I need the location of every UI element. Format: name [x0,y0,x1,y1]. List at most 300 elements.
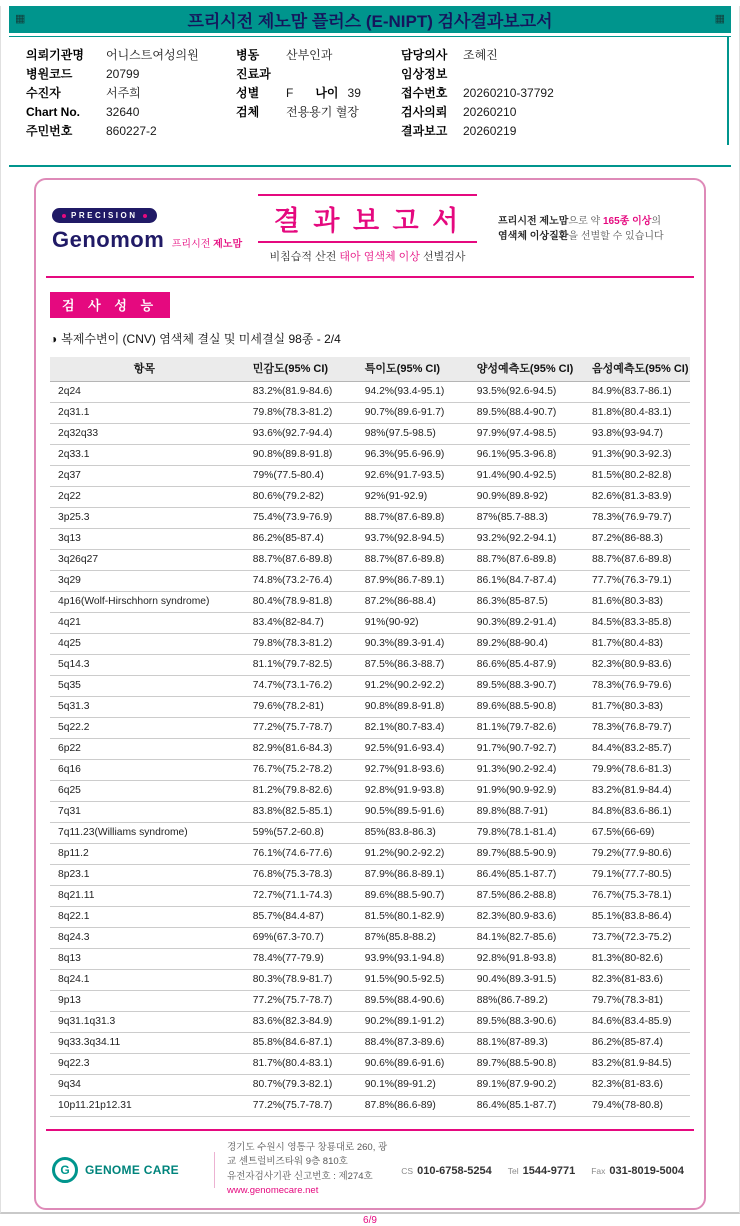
value-cell: 74.8%(73.2-76.4) [239,571,351,592]
value-cell: 84.8%(83.6-86.1) [578,802,690,823]
value-cell: 82.3%(80.9-83.6) [578,655,690,676]
table-row [50,571,690,592]
item-cell: 5q31.3 [50,697,239,718]
genomecare-logo-icon: G [52,1157,78,1183]
info-row [401,46,727,65]
value-cell: 89.2%(88-90.4) [463,634,578,655]
value-cell: 77.2%(75.7-78.7) [239,718,351,739]
table-row [50,739,690,760]
table-row [50,865,690,886]
table-row [50,403,690,424]
value-cell: 80.6%(79.2-82) [239,487,351,508]
value-cell: 87.5%(86.2-88.8) [463,886,578,907]
value-cell: 87.9%(86.8-89.1) [351,865,463,886]
value-cell: 93.6%(92.7-94.4) [239,424,351,445]
value-cell: 82.3%(80.9-83.6) [463,907,578,928]
info-row [26,84,236,103]
website-link[interactable]: www.genomecare.net [227,1184,319,1196]
item-cell: 9p13 [50,991,239,1012]
item-cell: 9q31.1q31.3 [50,1012,239,1033]
value-cell: 83.2%(81.9-84.6) [239,382,351,403]
info-label: 의뢰기관명 [26,48,84,62]
subtitle-text-pre: 비침습적 산전 [269,251,340,263]
info-value: 39 [347,86,361,100]
value-cell: 86.4%(85.1-87.7) [463,1096,578,1117]
item-cell: 5q14.3 [50,655,239,676]
info-row [401,84,727,103]
footer-vertical-divider [214,1152,215,1188]
report-main-title: 프리시전 제노맘 플러스 (E-NIPT) 검사결과보고서 [187,12,553,31]
info-value: 어니스트여성의원 [106,48,199,62]
value-cell: 88.4%(87.3-89.6) [351,1033,463,1054]
value-cell: 89.8%(88.7-91) [463,802,578,823]
table-row [50,508,690,529]
value-cell: 79.4%(78-80.8) [578,1096,690,1117]
value-cell: 87.2%(86-88.4) [351,592,463,613]
value-cell: 80.3%(78.9-81.7) [239,970,351,991]
value-cell: 83.4%(82-84.7) [239,613,351,634]
info-label: 수진자 [26,86,61,100]
value-cell: 91.9%(90.9-92.9) [463,781,578,802]
report-page [0,6,740,1226]
value-cell: 80.4%(78.9-81.8) [239,592,351,613]
value-cell: 76.7%(75.2-78.2) [239,760,351,781]
info-label: 결과보고 [401,124,448,138]
value-cell: 88.7%(87.6-89.8) [463,550,578,571]
value-cell: 82.3%(81-83.6) [578,970,690,991]
value-cell: 79.7%(78.3-81) [578,991,690,1012]
value-cell: 79.1%(77.7-80.5) [578,865,690,886]
value-cell: 87.5%(86.3-88.7) [351,655,463,676]
address-line: 경기도 수원시 영통구 창룡대로 260, 광교 센트럴비즈타워 9층 810호 [227,1142,388,1168]
item-cell: 2q31.1 [50,403,239,424]
item-cell: 8q24.3 [50,928,239,949]
info-row [26,65,236,84]
brand-korean-name [172,239,242,250]
value-cell: 84.1%(82.7-85.6) [463,928,578,949]
info-row [26,103,236,122]
info-row [401,103,727,122]
value-cell: 88.7%(87.6-89.8) [239,550,351,571]
info-row [236,84,401,103]
column-header: 특이도(95% CI) [351,357,463,382]
info-label: 접수번호 [401,86,448,100]
item-cell: 8q24.1 [50,970,239,991]
contact-value: 010-6758-5254 [417,1164,492,1177]
value-cell: 89.5%(88.4-90.6) [351,991,463,1012]
value-cell: 87.9%(86.7-89.1) [351,571,463,592]
value-cell: 93.7%(92.8-94.5) [351,529,463,550]
value-cell: 90.9%(89.8-92) [463,487,578,508]
value-cell: 81.1%(79.7-82.6) [463,718,578,739]
table-row [50,613,690,634]
info-label: 담당의사 [401,48,448,62]
info-label: 검체 [236,105,260,119]
value-cell: 81.8%(80.4-83.1) [578,403,690,424]
item-cell: 7q31 [50,802,239,823]
table-row [50,823,690,844]
item-cell: 2q37 [50,466,239,487]
value-cell: 89.7%(88.5-90.9) [463,844,578,865]
table-row [50,424,690,445]
value-cell: 83.8%(82.5-85.1) [239,802,351,823]
value-cell: 73.7%(72.3-75.2) [578,928,690,949]
value-cell: 88%(86.7-89.2) [463,991,578,1012]
value-cell: 67.5%(66-69) [578,823,690,844]
item-cell: 4p16(Wolf-Hirschhorn syndrome) [50,592,239,613]
description-line-1 [498,214,688,230]
genomom-logo [52,205,243,254]
column-header: 양성예측도(95% CI) [463,357,578,382]
value-cell: 59%(57.2-60.8) [239,823,351,844]
value-cell: 79.8%(78.3-81.2) [239,634,351,655]
info-row [401,122,727,141]
info-label: 나이 [315,86,339,100]
value-cell: 91.5%(90.5-92.5) [351,970,463,991]
item-cell: 2q33.1 [50,445,239,466]
section-divider [9,165,731,167]
value-cell: 92.5%(91.6-93.4) [351,739,463,760]
item-cell: 7q11.23(Williams syndrome) [50,823,239,844]
item-cell: 2q22 [50,487,239,508]
value-cell: 87.2%(86-88.3) [578,529,690,550]
page-number: 6/9 [363,1215,377,1226]
value-cell: 82.9%(81.6-84.3) [239,739,351,760]
value-cell: 85.7%(84.4-87) [239,907,351,928]
value-cell: 92.6%(91.7-93.5) [351,466,463,487]
contact-item [591,1161,684,1179]
value-cell: 88.1%(87-89.3) [463,1033,578,1054]
item-cell: 9q33.3q34.11 [50,1033,239,1054]
table-row [50,1012,690,1033]
contact-label: Tel [507,1165,519,1176]
value-cell: 81.3%(80-82.6) [578,949,690,970]
value-cell: 81.7%(80.3-83) [578,697,690,718]
value-cell: 90.6%(89.6-91.6) [351,1054,463,1075]
value-cell: 98%(97.5-98.5) [351,424,463,445]
table-row [50,529,690,550]
subtitle-text-post: 선별검사 [419,251,466,263]
info-label: 임상정보 [401,67,448,81]
section-subtitle [50,330,690,347]
item-cell: 5q22.2 [50,718,239,739]
item-cell: 2q24 [50,382,239,403]
info-col-col3 [401,46,727,141]
brand-kr-precision: 프리시전 [171,239,211,251]
table-row [50,634,690,655]
value-cell: 83.2%(81.9-84.4) [578,781,690,802]
value-cell: 88.7%(87.6-89.8) [351,508,463,529]
report-title-block [237,194,498,264]
report-title-frame [258,194,477,243]
item-cell: 3q29 [50,571,239,592]
desc-text: 을 선별할 수 있습니다 [568,231,664,242]
info-value: 20260219 [463,124,517,138]
value-cell: 87%(85.8-88.2) [351,928,463,949]
value-cell: 89.6%(88.5-90.8) [463,697,578,718]
value-cell: 82.3%(81-83.6) [578,1075,690,1096]
value-cell: 75.4%(73.9-76.9) [239,508,351,529]
value-cell: 86.2%(85-87.4) [239,529,351,550]
info-row [236,103,401,122]
description-line-2 [498,229,688,245]
value-cell: 90.7%(89.6-91.7) [351,403,463,424]
value-cell: 85.1%(83.8-86.4) [578,907,690,928]
value-cell: 84.5%(83.3-85.8) [578,613,690,634]
report-description [498,214,688,245]
table-row [50,718,690,739]
info-value: 20260210 [463,105,517,119]
value-cell: 81.7%(80.4-83.1) [239,1054,351,1075]
value-cell: 92.7%(91.8-93.6) [351,760,463,781]
table-row [50,907,690,928]
contact-value: 031-8019-5004 [609,1164,684,1177]
item-cell: 8q13 [50,949,239,970]
performance-table-head [50,357,690,382]
value-cell: 90.8%(89.8-91.8) [239,445,351,466]
table-row [50,466,690,487]
value-cell: 76.7%(75.3-78.1) [578,886,690,907]
info-label: 성별 [236,86,260,100]
info-row [26,122,236,141]
genomecare-logo-text: GENOME CARE [85,1162,179,1177]
result-report-title: 결 과 보 고 서 [273,206,462,236]
value-cell: 83.2%(81.9-84.5) [578,1054,690,1075]
value-cell: 87%(85.7-88.3) [463,508,578,529]
info-value: 20260210-37792 [463,86,554,100]
info-label: 검사의뢰 [401,105,448,119]
item-cell: 2q32q33 [50,424,239,445]
info-row [236,65,401,84]
info-label: 진료과 [236,67,271,81]
item-cell: 8p23.1 [50,865,239,886]
performance-table-body [50,382,690,1117]
column-header: 민감도(95% CI) [239,357,351,382]
badge-dot-icon [62,214,66,218]
item-cell: 3q26q27 [50,550,239,571]
item-cell: 6p22 [50,739,239,760]
value-cell: 93.2%(92.2-94.1) [463,529,578,550]
info-label: 병동 [236,48,260,62]
info-col-col1 [26,46,236,141]
value-cell: 86.4%(85.1-87.7) [463,865,578,886]
value-cell: 78.3%(76.8-79.7) [578,718,690,739]
half-circle-icon: ◑ [50,332,58,346]
value-cell: 91.2%(90.2-92.2) [351,676,463,697]
header-row [50,357,690,382]
info-value: 전용용기 혈장 [286,105,359,119]
value-cell: 93.8%(93-94.7) [578,424,690,445]
info-row [401,65,727,84]
table-row [50,592,690,613]
item-cell: 9q34 [50,1075,239,1096]
value-cell: 78.3%(76.9-79.7) [578,508,690,529]
item-cell: 3q13 [50,529,239,550]
value-cell: 91%(90-92) [351,613,463,634]
value-cell: 74.7%(73.1-76.2) [239,676,351,697]
value-cell: 96.1%(95.3-96.8) [463,445,578,466]
desc-text: 으로 약 [568,215,603,227]
info-label: 주민번호 [26,124,73,138]
value-cell: 77.2%(75.7-78.7) [239,991,351,1012]
value-cell: 69%(67.3-70.7) [239,928,351,949]
value-cell: 86.3%(85-87.5) [463,592,578,613]
column-header: 음성예측도(95% CI) [578,357,690,382]
value-cell: 81.6%(80.3-83) [578,592,690,613]
table-row [50,676,690,697]
footer-contacts [401,1161,688,1179]
value-cell: 80.7%(79.3-82.1) [239,1075,351,1096]
value-cell: 76.1%(74.6-77.6) [239,844,351,865]
info-value: 860227-2 [106,124,157,138]
value-cell: 88.7%(87.6-89.8) [578,550,690,571]
value-cell: 90.8%(89.8-91.8) [351,697,463,718]
value-cell: 90.5%(89.5-91.6) [351,802,463,823]
value-cell: 92%(91-92.9) [351,487,463,508]
value-cell: 90.2%(89.1-91.2) [351,1012,463,1033]
section-title-badge: 검 사 성 능 [50,292,170,318]
item-cell: 6q25 [50,781,239,802]
section-subtitle-text: 복제수변이 (CNV) 염색체 결실 및 미세결실 98종 - 2/4 [61,332,341,346]
registration-number: 유전자검사기관 신고번호 : 제274호 [227,1170,373,1182]
table-row [50,697,690,718]
table-row [50,550,690,571]
item-cell: 5q35 [50,676,239,697]
info-value: 32640 [106,105,140,119]
performance-table [50,357,690,1117]
contact-item [401,1161,491,1179]
item-cell: 8q21.11 [50,886,239,907]
value-cell: 96.3%(95.6-96.9) [351,445,463,466]
table-row [50,802,690,823]
value-cell: 81.7%(80.4-83) [578,634,690,655]
table-row [50,1096,690,1117]
value-cell: 88.7%(87.6-89.8) [351,550,463,571]
table-row [50,1075,690,1096]
header-divider [46,276,694,278]
contact-item [508,1161,575,1179]
contact-value: 1544-9771 [522,1164,576,1177]
value-cell: 97.9%(97.4-98.5) [463,424,578,445]
table-row [50,928,690,949]
value-cell: 82.6%(81.3-83.9) [578,487,690,508]
value-cell: 79.8%(78.1-81.4) [463,823,578,844]
genomecare-logo [52,1157,202,1183]
table-row [50,970,690,991]
brand-line [52,227,243,253]
precision-badge [52,208,157,223]
result-report-box [34,178,706,1210]
table-row [50,487,690,508]
value-cell: 93.9%(93.1-94.8) [351,949,463,970]
info-row [26,46,236,65]
value-cell: 86.6%(85.4-87.9) [463,655,578,676]
table-row [50,886,690,907]
result-report-subtitle [237,248,498,264]
value-cell: 90.1%(89-91.2) [351,1075,463,1096]
value-cell: 77.7%(76.3-79.1) [578,571,690,592]
value-cell: 84.9%(83.7-86.1) [578,382,690,403]
table-row [50,991,690,1012]
info-value: 서주희 [106,86,141,100]
table-row [50,781,690,802]
report-footer [46,1129,694,1198]
value-cell: 81.5%(80.2-82.8) [578,466,690,487]
item-cell: 6q16 [50,760,239,781]
patient-info-section [1,37,729,145]
info-value: 조혜진 [463,48,498,62]
value-cell: 89.5%(88.3-90.6) [463,1012,578,1033]
table-row [50,949,690,970]
item-cell: 4q21 [50,613,239,634]
value-cell: 78.4%(77-79.9) [239,949,351,970]
grid-icon-right[interactable]: ▦ [714,13,725,25]
item-cell: 8p11.2 [50,844,239,865]
item-cell: 9q22.3 [50,1054,239,1075]
value-cell: 78.3%(76.9-79.6) [578,676,690,697]
value-cell: 79%(77.5-80.4) [239,466,351,487]
info-value: F [286,86,294,100]
info-value: 산부인과 [286,48,333,62]
badge-dot-icon [143,214,147,218]
value-cell: 92.8%(91.8-93.8) [463,949,578,970]
subtitle-highlight: 태아 염색체 이상 [339,251,420,263]
item-cell: 4q25 [50,634,239,655]
report-header [46,190,694,276]
value-cell: 89.7%(88.5-90.8) [463,1054,578,1075]
value-cell: 91.7%(90.7-92.7) [463,739,578,760]
value-cell: 81.2%(79.8-82.6) [239,781,351,802]
value-cell: 90.3%(89.3-91.4) [351,634,463,655]
value-cell: 91.3%(90.2-92.4) [463,760,578,781]
info-value: 20799 [106,67,140,81]
contact-label: Fax [591,1165,606,1176]
value-cell: 84.6%(83.4-85.9) [578,1012,690,1033]
item-cell: 3p25.3 [50,508,239,529]
value-cell: 86.1%(84.7-87.4) [463,571,578,592]
info-col-col2 [236,46,401,141]
table-row [50,1033,690,1054]
desc-text: 의 [651,215,662,227]
value-cell: 89.1%(87.9-90.2) [463,1075,578,1096]
info-row [236,46,401,65]
contact-label: CS [401,1165,414,1176]
value-cell: 91.4%(90.4-92.5) [463,466,578,487]
desc-brand: 프리시전 제노맘 [498,215,569,227]
value-cell: 90.3%(89.2-91.4) [463,613,578,634]
value-cell: 86.2%(85-87.4) [578,1033,690,1054]
value-cell: 90.4%(89.3-91.5) [463,970,578,991]
value-cell: 72.7%(71.1-74.3) [239,886,351,907]
value-cell: 77.2%(75.7-78.7) [239,1096,351,1117]
value-cell: 84.4%(83.2-85.7) [578,739,690,760]
table-row [50,760,690,781]
grid-icon-left[interactable]: ▦ [15,13,26,25]
table-row [50,382,690,403]
desc-highlight: 165종 이상 [602,215,652,227]
item-cell: 10p11.21p12.31 [50,1096,239,1117]
value-cell: 79.2%(77.9-80.6) [578,844,690,865]
table-row [50,655,690,676]
column-header: 항목 [50,357,239,382]
value-cell: 91.3%(90.3-92.3) [578,445,690,466]
value-cell: 87.8%(86.6-89) [351,1096,463,1117]
desc-bold: 염색체 이상질환 [498,231,569,242]
table-row [50,844,690,865]
value-cell: 91.2%(90.2-92.2) [351,844,463,865]
item-cell: 8q22.1 [50,907,239,928]
table-row [50,1054,690,1075]
